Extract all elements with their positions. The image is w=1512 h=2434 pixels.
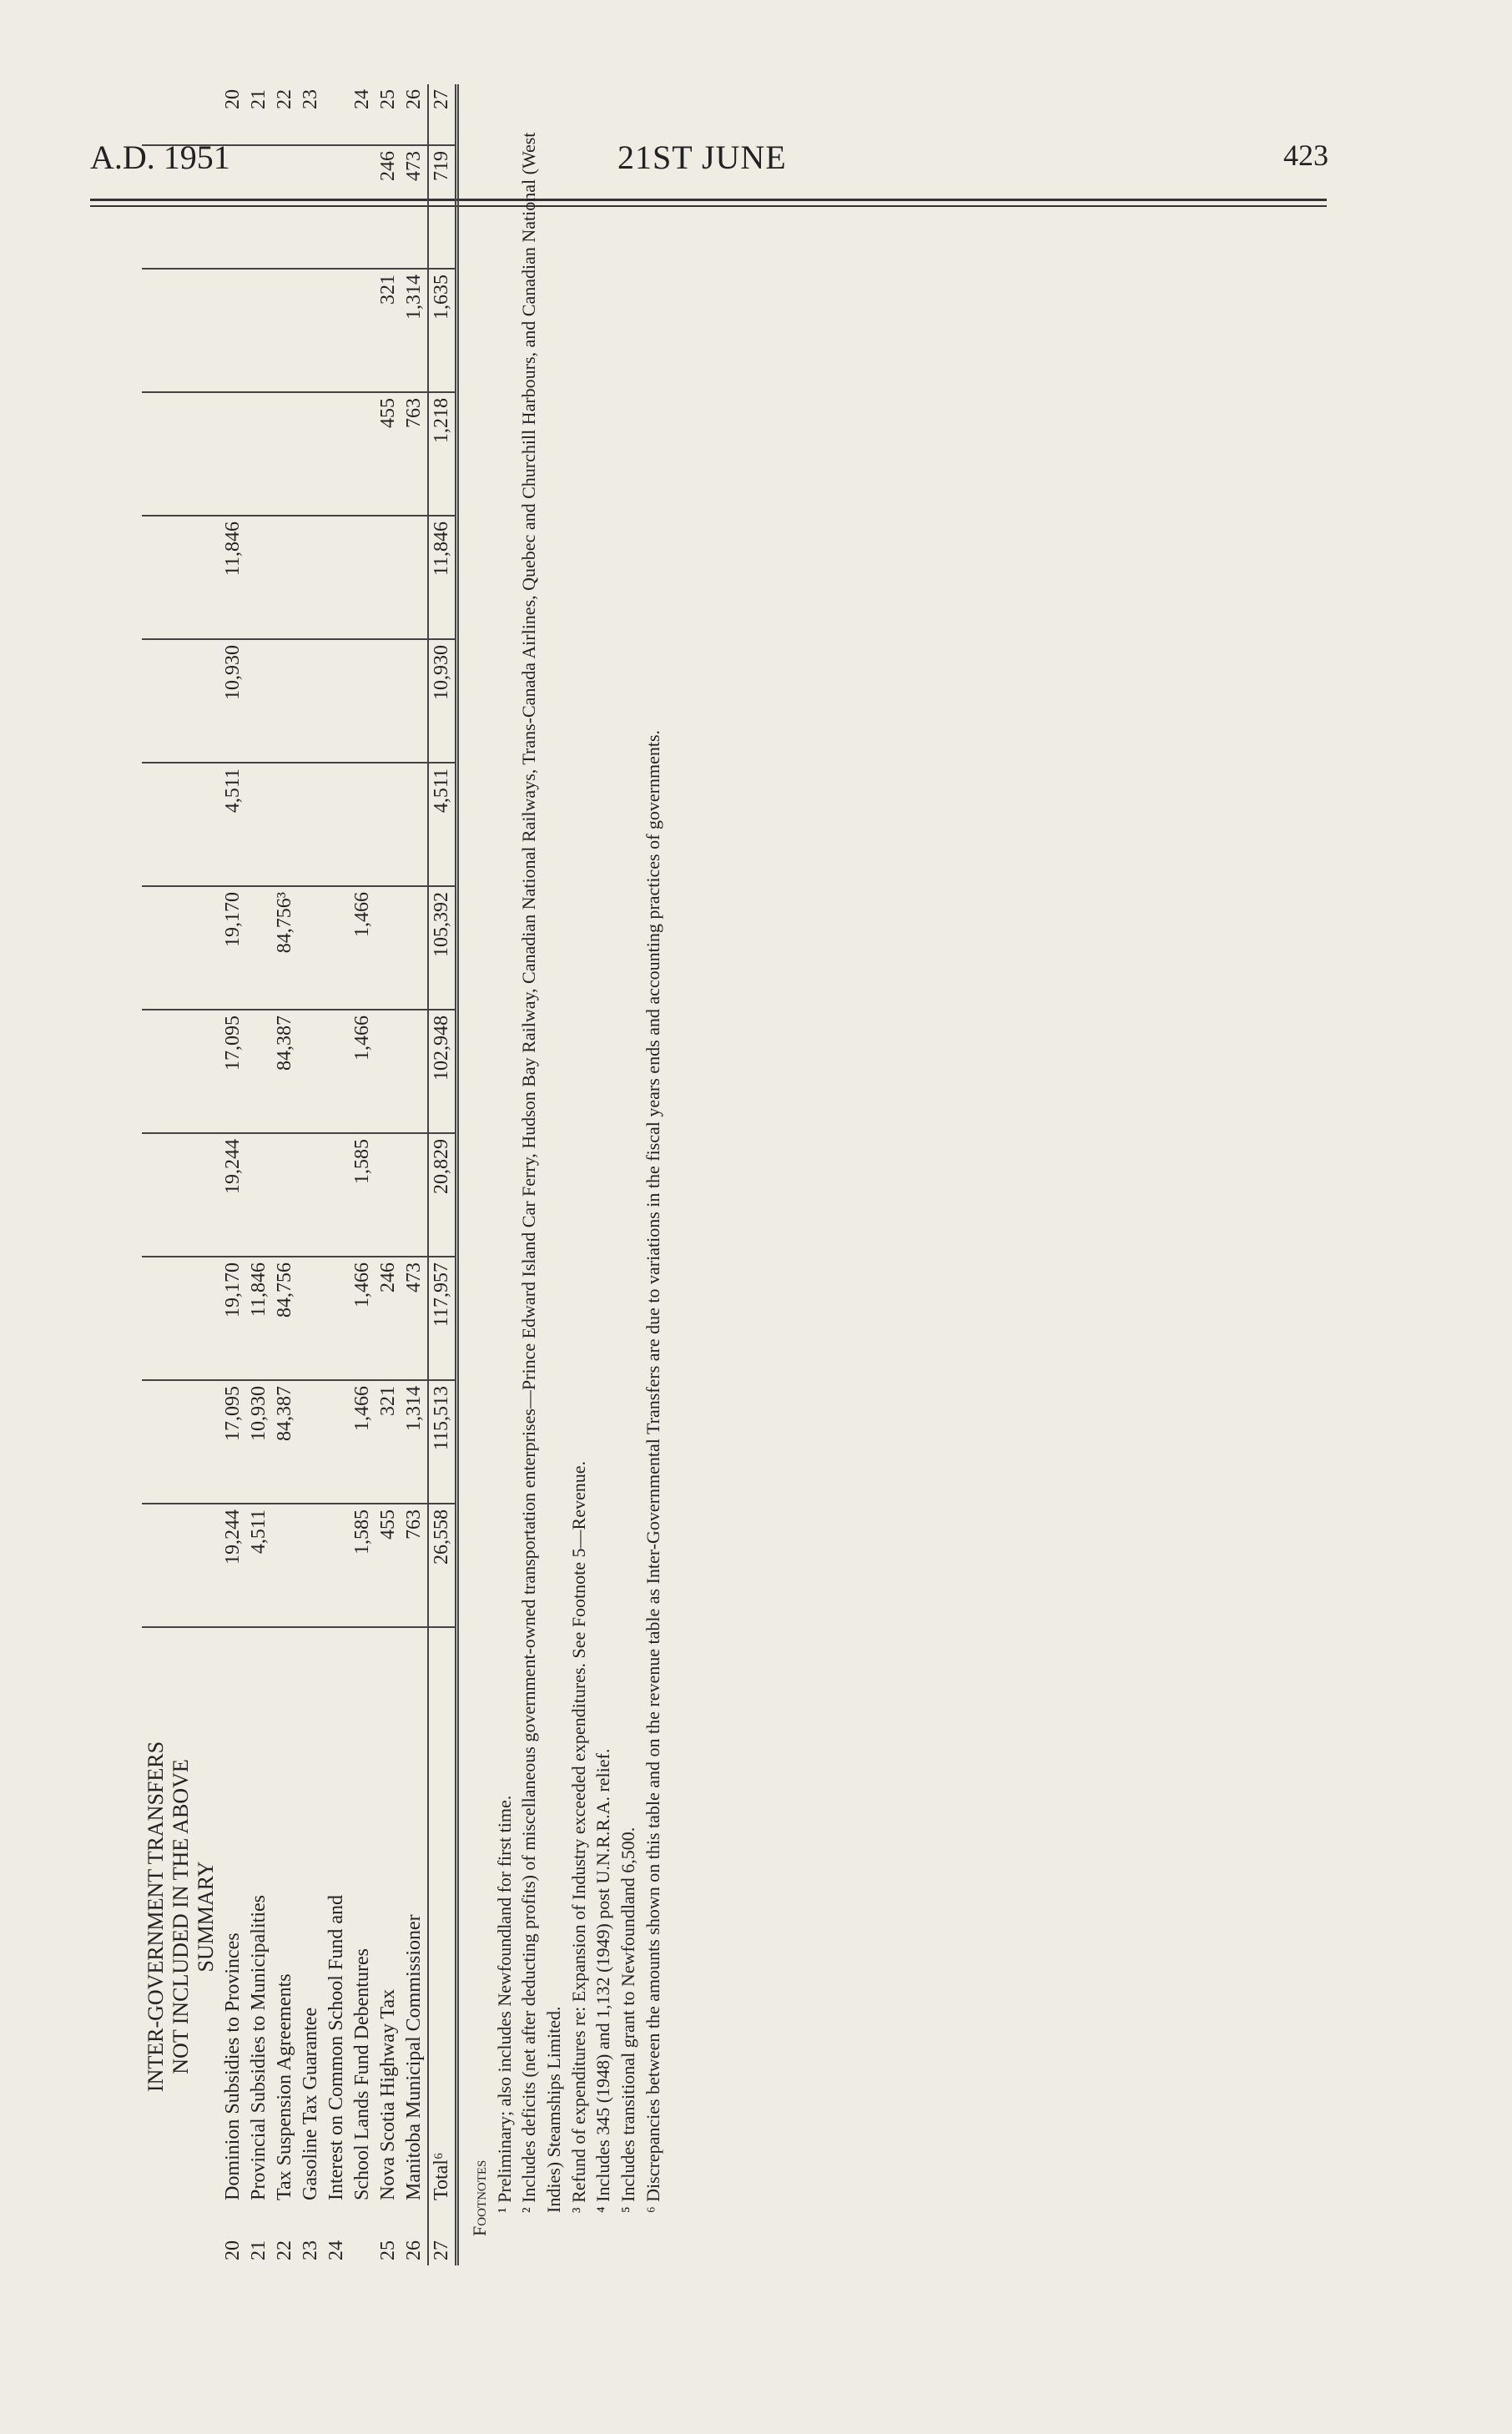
value-cell xyxy=(272,639,298,763)
line-number: 25 xyxy=(376,2240,399,2260)
value-cell: 4,511 xyxy=(246,1504,272,1627)
line-number: 20 xyxy=(221,2240,244,2260)
footnote: ¹ Preliminary; also includes Newfoundland for first time. xyxy=(493,1795,515,2213)
value-cell xyxy=(298,639,324,763)
value-cell xyxy=(401,516,428,639)
value-cell xyxy=(246,1010,272,1133)
transfers-table xyxy=(142,84,459,2265)
table-row xyxy=(220,84,246,2265)
line-number: 21 xyxy=(247,2240,270,2260)
line-number-right xyxy=(324,84,350,145)
value-cell: 1,314 xyxy=(401,1380,428,1504)
value-cell xyxy=(324,1133,350,1257)
line-number-right: 27 xyxy=(428,84,457,145)
footnotes-title: Footnotes xyxy=(469,2159,490,2236)
value-cell: 84,387 xyxy=(272,1380,298,1504)
value-cell: 246 xyxy=(375,1257,401,1380)
value-cell xyxy=(401,1010,428,1133)
value-cell xyxy=(375,516,401,639)
value-cell xyxy=(246,392,272,516)
value-cell xyxy=(401,1133,428,1257)
value-cell: 105,392 xyxy=(428,886,457,1010)
row-label: Manitoba Municipal Commissioner xyxy=(402,1914,425,2200)
value-cell xyxy=(246,639,272,763)
value-cell xyxy=(298,1504,324,1627)
header-date: A.D. 1951 xyxy=(90,139,230,176)
value-cell xyxy=(220,392,246,516)
value-cell xyxy=(401,763,428,886)
footnotes xyxy=(467,100,666,2236)
value-cell xyxy=(324,886,350,1010)
row-label: Tax Suspension Agreements xyxy=(273,1973,295,2200)
value-cell xyxy=(324,145,350,269)
value-cell xyxy=(298,392,324,516)
value-cell xyxy=(272,1504,298,1627)
line-number-right: 20 xyxy=(220,84,246,145)
value-cell: 84,756³ xyxy=(272,886,298,1010)
value-cell xyxy=(375,886,401,1010)
value-cell xyxy=(324,392,350,516)
value-cell: 763 xyxy=(401,392,428,516)
value-cell xyxy=(375,1010,401,1133)
value-cell xyxy=(272,392,298,516)
value-cell: 1,635 xyxy=(428,269,457,392)
value-cell: 1,466 xyxy=(350,1257,375,1380)
value-cell: 10,930 xyxy=(428,639,457,763)
value-cell: 117,957 xyxy=(428,1257,457,1380)
value-cell xyxy=(298,1380,324,1504)
value-cell xyxy=(272,763,298,886)
value-cell xyxy=(350,516,375,639)
footnote: ⁴ Includes 345 (1948) and 1,132 (1949) post U.N.R.R.A. relief. xyxy=(592,1748,614,2213)
value-cell: 84,756 xyxy=(272,1257,298,1380)
row-label: Provincial Subsidies to Municipalities xyxy=(247,1895,270,2200)
heading-line: SUMMARY xyxy=(193,1861,218,1973)
value-cell: 1,466 xyxy=(350,1380,375,1504)
line-number: 24 xyxy=(325,2240,347,2260)
value-cell: 17,095 xyxy=(220,1010,246,1133)
row-label: Total⁶ xyxy=(428,1627,457,2205)
value-cell xyxy=(350,392,375,516)
value-cell: 321 xyxy=(375,1380,401,1504)
value-cell xyxy=(246,1133,272,1257)
value-cell xyxy=(350,763,375,886)
line-number-right: 25 xyxy=(375,84,401,145)
table-row xyxy=(401,84,428,2265)
footnote: ⁶ Discrepancies between the amounts shown on this table and on the revenue table as Inter-Governmental Transfers are due to variations in the fiscal years ends and accounting practices of governments. xyxy=(642,729,663,2213)
value-cell: 763 xyxy=(401,1504,428,1627)
value-cell: 19,170 xyxy=(220,1257,246,1380)
value-cell xyxy=(220,145,246,269)
value-cell: 246 xyxy=(375,145,401,269)
value-cell xyxy=(246,763,272,886)
value-cell xyxy=(324,516,350,639)
table-row xyxy=(324,84,350,2265)
value-cell: 719 xyxy=(428,145,457,269)
value-cell: 1,466 xyxy=(350,886,375,1010)
table-heading-row xyxy=(142,84,220,2265)
value-cell xyxy=(272,269,298,392)
value-cell xyxy=(298,763,324,886)
value-cell xyxy=(220,269,246,392)
line-number: 27 xyxy=(428,2205,457,2265)
table-row xyxy=(375,84,401,2265)
value-cell: 11,846 xyxy=(428,516,457,639)
value-cell: 321 xyxy=(375,269,401,392)
table-row xyxy=(272,84,298,2265)
line-number: 26 xyxy=(402,2240,425,2260)
value-cell xyxy=(246,269,272,392)
table-row xyxy=(298,84,324,2265)
value-cell xyxy=(324,1504,350,1627)
value-cell: 115,513 xyxy=(428,1380,457,1504)
value-cell xyxy=(246,145,272,269)
value-cell xyxy=(246,516,272,639)
line-number: 23 xyxy=(299,2240,321,2260)
value-cell: 10,930 xyxy=(246,1380,272,1504)
value-cell: 455 xyxy=(375,392,401,516)
value-cell: 26,558 xyxy=(428,1504,457,1627)
value-cell xyxy=(324,1010,350,1133)
value-cell xyxy=(298,1133,324,1257)
value-cell xyxy=(401,639,428,763)
line-number-right: 21 xyxy=(246,84,272,145)
value-cell xyxy=(375,639,401,763)
value-cell xyxy=(350,145,375,269)
value-cell: 455 xyxy=(375,1504,401,1627)
value-cell: 19,170 xyxy=(220,886,246,1010)
value-cell xyxy=(350,639,375,763)
value-cell: 1,585 xyxy=(350,1504,375,1627)
line-number xyxy=(350,2205,375,2265)
value-cell xyxy=(298,886,324,1010)
value-cell xyxy=(298,269,324,392)
table-heading xyxy=(142,1627,220,2205)
page-number: 423 xyxy=(1283,139,1328,172)
table-row xyxy=(350,84,375,2265)
value-cell xyxy=(324,639,350,763)
value-cell xyxy=(272,516,298,639)
value-cell: 4,511 xyxy=(428,763,457,886)
value-cell: 11,846 xyxy=(246,1257,272,1380)
footnote: ² Includes deficits (net after deducting profits) of miscellaneous government-owned transportation enterprises—Prince Edward Island Car Ferry, Hudson Bay Railway, Canadian National Railways, Trans-Canada Airlines, Quebec and Churchill Harbours, and Canadian National (West Indies) Steamships Limited. xyxy=(518,132,565,2213)
value-cell: 10,930 xyxy=(220,639,246,763)
value-cell xyxy=(324,763,350,886)
value-cell: 4,511 xyxy=(220,763,246,886)
value-cell: 84,387 xyxy=(272,1010,298,1133)
value-cell xyxy=(298,516,324,639)
header-title: 21ST JUNE xyxy=(617,139,787,176)
value-cell xyxy=(324,1380,350,1504)
row-label: Nova Scotia Highway Tax xyxy=(376,1988,399,2200)
value-cell xyxy=(298,145,324,269)
line-number-right: 22 xyxy=(272,84,298,145)
value-cell xyxy=(298,1010,324,1133)
value-cell xyxy=(272,145,298,269)
value-cell xyxy=(401,886,428,1010)
value-cell: 1,218 xyxy=(428,392,457,516)
line-number: 22 xyxy=(273,2240,295,2260)
total-row xyxy=(428,84,457,2265)
row-label: Interest on Common School Fund and xyxy=(325,1895,347,2200)
value-cell xyxy=(324,1257,350,1380)
line-number-right: 23 xyxy=(298,84,324,145)
heading-line: INTER-GOVERNMENT TRANSFERS xyxy=(144,1741,168,2093)
row-label: Gasoline Tax Guarantee xyxy=(299,2007,321,2200)
value-cell: 19,244 xyxy=(220,1133,246,1257)
value-cell xyxy=(298,1257,324,1380)
value-cell: 11,846 xyxy=(220,516,246,639)
line-number-right: 24 xyxy=(350,84,375,145)
value-cell: 1,466 xyxy=(350,1010,375,1133)
value-cell: 473 xyxy=(401,145,428,269)
value-cell: 19,244 xyxy=(220,1504,246,1627)
line-number-right: 26 xyxy=(401,84,428,145)
value-cell: 20,829 xyxy=(428,1133,457,1257)
value-cell xyxy=(272,1133,298,1257)
table-row xyxy=(246,84,272,2265)
value-cell: 473 xyxy=(401,1257,428,1380)
row-label: Dominion Subsidies to Provinces xyxy=(221,1933,244,2200)
value-cell xyxy=(350,269,375,392)
value-cell xyxy=(375,763,401,886)
value-cell: 1,585 xyxy=(350,1133,375,1257)
footnote: ³ Refund of expenditures re: Expansion of Industry exceeded expenditures. See Footnote 5—Revenue. xyxy=(567,1460,589,2213)
value-cell xyxy=(324,269,350,392)
value-cell xyxy=(246,886,272,1010)
value-cell: 1,314 xyxy=(401,269,428,392)
value-cell: 102,948 xyxy=(428,1010,457,1133)
heading-line: NOT INCLUDED IN THE ABOVE xyxy=(168,1759,193,2074)
value-cell xyxy=(375,1133,401,1257)
footnote: ⁵ Includes transitional grant to Newfoundland 6,500. xyxy=(617,1827,639,2213)
value-cell: 17,095 xyxy=(220,1380,246,1504)
row-label: School Lands Fund Debentures xyxy=(350,1948,373,2200)
